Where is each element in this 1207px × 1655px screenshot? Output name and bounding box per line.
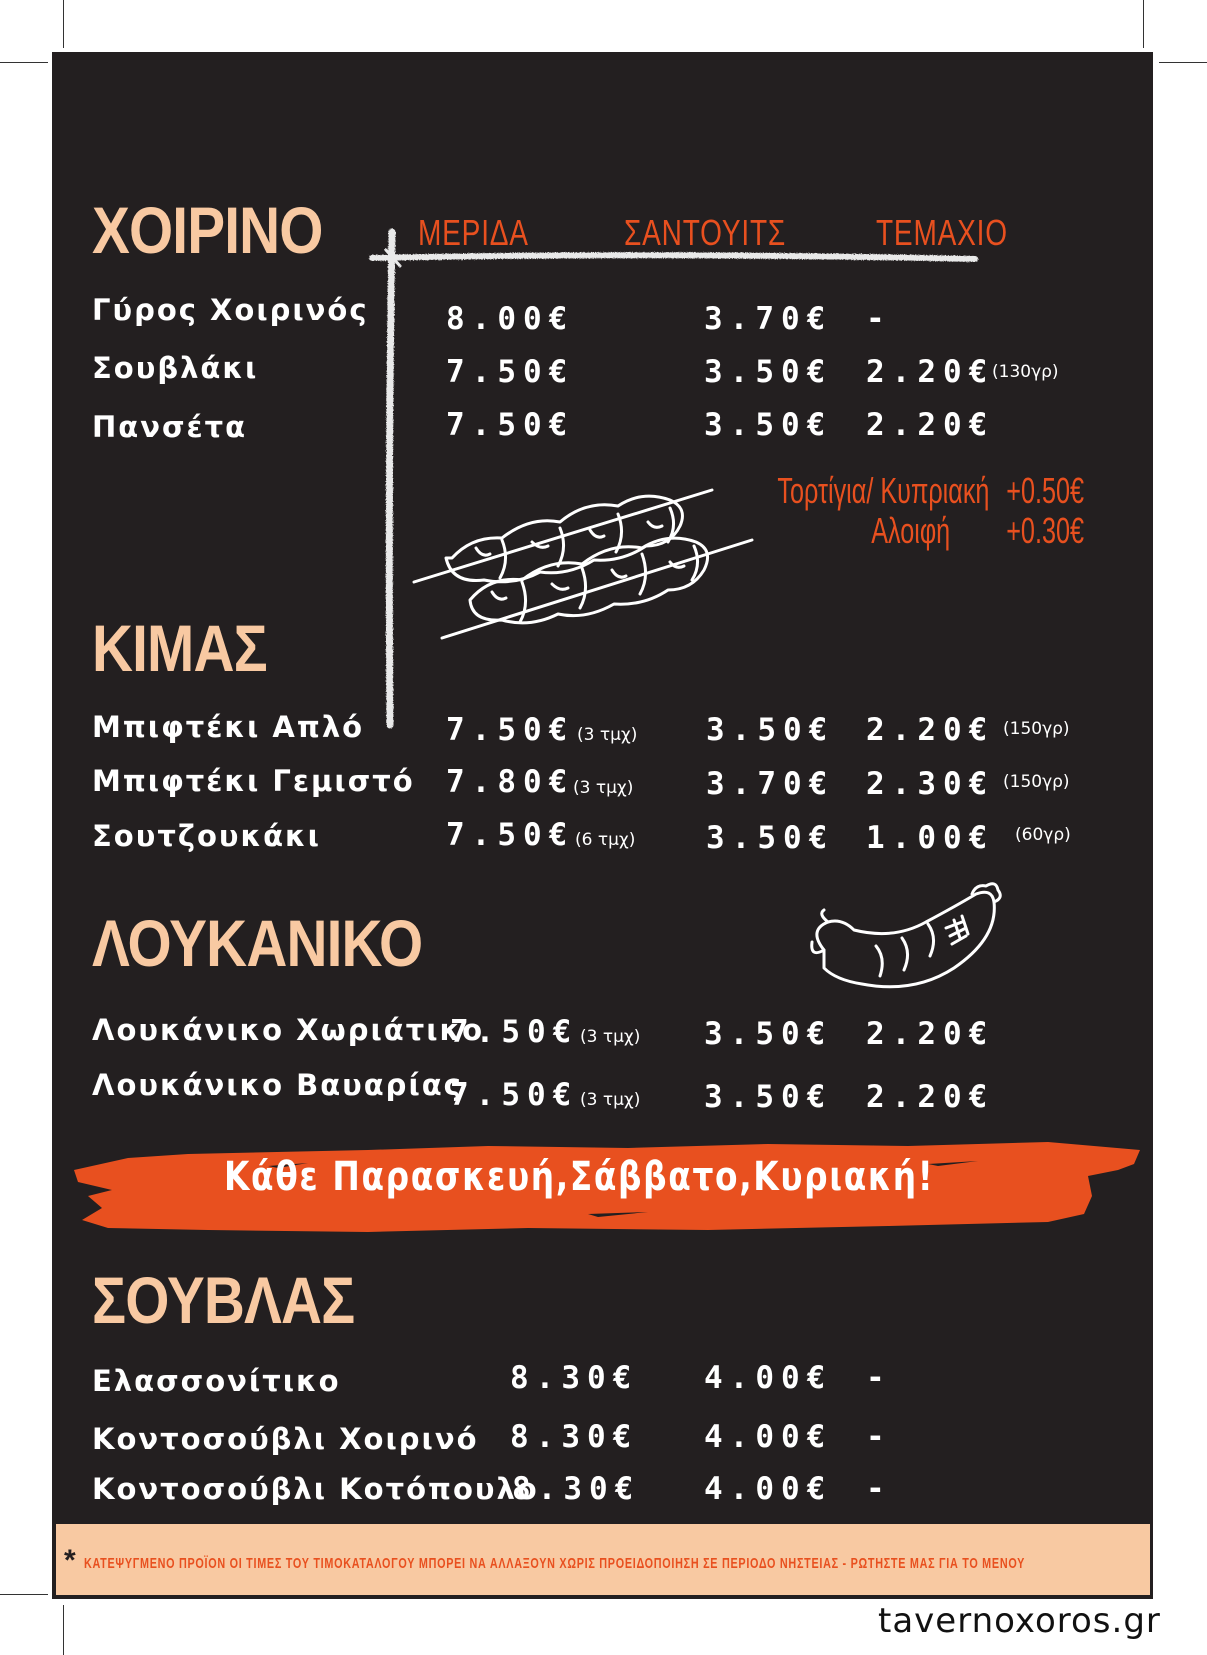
- price-portion: 7.50€: [446, 354, 575, 390]
- footer-asterisk: *: [64, 1544, 76, 1577]
- price-piece: -: [866, 1471, 892, 1507]
- price-portion: 8.30€: [512, 1471, 641, 1507]
- section-title-loukaniko: ΛΟΥΚΑΝΙΚΟ: [92, 906, 423, 980]
- price-piece: 2.20€: [866, 407, 995, 443]
- quantity-note: (3 τμχ): [573, 778, 634, 798]
- menu-item-name: Ελασσονίτικο: [92, 1364, 341, 1398]
- extra-price: +0.50€: [1006, 470, 1084, 511]
- price-portion: 7.50€: [446, 712, 575, 748]
- quantity-note: (3 τμχ): [577, 725, 638, 745]
- extra-name: Αλοιφή: [871, 510, 951, 551]
- sausage-icon: [806, 880, 1006, 998]
- menu-item-name: Πανσέτα: [92, 410, 248, 444]
- column-header-piece: ΤΕΜΑΧΙΟ: [876, 212, 1008, 253]
- price-piece: 2.30€: [866, 766, 995, 802]
- price-sandwich: 3.50€: [704, 1079, 833, 1115]
- weight-note: (60γρ): [1015, 825, 1071, 845]
- weight-note: (130γρ): [992, 362, 1059, 382]
- menu-item-name: Σουτζουκάκι: [92, 819, 321, 853]
- price-piece: -: [866, 1419, 892, 1455]
- price-piece: -: [866, 1360, 892, 1396]
- extra-label: [871, 510, 1084, 552]
- menu-item-name: Γύρος Χοιρινός: [92, 293, 369, 327]
- price-portion: 7.50€: [446, 817, 575, 853]
- price-piece: 2.20€: [866, 712, 995, 748]
- menu-item-name: Κοντοσούβλι Κοτόπουλο: [92, 1472, 539, 1506]
- weight-note: (150γρ): [1003, 719, 1070, 739]
- quantity-note: (3 τμχ): [580, 1027, 641, 1047]
- menu-item-name: Μπιφτέκι Γεμιστό: [92, 764, 415, 798]
- extra-label: [777, 470, 1084, 512]
- column-header-sandwich: ΣΑΝΤΟΥΙΤΣ: [624, 212, 787, 253]
- site-watermark: tavernoxoros.gr: [878, 1601, 1161, 1641]
- price-sandwich: 4.00€: [704, 1419, 833, 1455]
- price-portion: 7.50€: [450, 1014, 579, 1050]
- footer-text: ΚΑΤΕΨΥΓΜΕΝΟ ΠΡΟΪΟΝ ΟΙ ΤΙΜΕΣ ΤΟΥ ΤΙΜΟΚΑΤΑΛΟΓΟΥ ΜΠΟΡΕΙ ΝΑ ΑΛΛΑΞΟΥΝ ΧΩΡΙΣ ΠΡΟΕΙΔΟΠΟΙΗΣΗ ΣΕ ΠΕΡΙΟΔΟ ΝΗΣΤΕΙΑΣ - ΡΩΤΗΣΤΕ ΜΑΣ ΓΙΑ ΤΟ ΜΕΝΟΥ: [84, 1555, 1026, 1572]
- price-sandwich: 3.50€: [704, 1016, 833, 1052]
- price-portion: 7.50€: [446, 407, 575, 443]
- price-portion: 7.50€: [450, 1077, 579, 1113]
- price-sandwich: 4.00€: [704, 1360, 833, 1396]
- price-sandwich: 3.70€: [706, 766, 835, 802]
- price-sandwich: 3.50€: [706, 712, 835, 748]
- banner-text: Κάθε Παρασκευή,Σάββατο,Κυριακή!: [224, 1154, 935, 1200]
- price-piece: 2.20€: [866, 354, 995, 390]
- menu-item-name: Μπιφτέκι Απλό: [92, 710, 365, 744]
- price-sandwich: 3.50€: [706, 820, 835, 856]
- menu-item-name: Λουκάνικο Βαυαρίας: [92, 1068, 463, 1102]
- price-sandwich: 4.00€: [704, 1471, 833, 1507]
- price-portion: 8.30€: [510, 1360, 639, 1396]
- weight-note: (150γρ): [1003, 772, 1070, 792]
- extra-name: Τορτίγια/ Κυπριακή: [777, 470, 990, 511]
- quantity-note: (6 τμχ): [575, 830, 636, 850]
- price-piece: 2.20€: [866, 1016, 995, 1052]
- price-sandwich: 3.50€: [704, 354, 833, 390]
- menu-item-name: Σουβλάκι: [92, 351, 259, 385]
- price-portion: 8.30€: [510, 1419, 639, 1455]
- price-piece: -: [866, 301, 892, 337]
- price-sandwich: 3.70€: [704, 301, 833, 337]
- price-portion: 8.00€: [446, 301, 575, 337]
- souvlaki-skewers-icon: [412, 488, 757, 668]
- column-header-portion: ΜΕΡΙΔΑ: [418, 212, 529, 253]
- price-portion: 7.80€: [446, 764, 575, 800]
- extra-price: +0.30€: [1006, 510, 1084, 551]
- price-piece: 1.00€: [866, 820, 995, 856]
- section-title-pork: ΧΟΙΡΙΝΟ: [92, 193, 323, 267]
- section-title-souvlas: ΣΟΥΒΛΑΣ: [92, 1263, 355, 1337]
- menu-item-name: Λουκάνικο Χωριάτικο: [92, 1013, 485, 1047]
- quantity-note: (3 τμχ): [580, 1090, 641, 1110]
- price-piece: 2.20€: [866, 1079, 995, 1115]
- footer-disclaimer: [56, 1524, 1150, 1595]
- menu-item-name: Κοντοσούβλι Χοιρινό: [92, 1422, 479, 1456]
- section-title-kimas: ΚΙΜΑΣ: [92, 611, 267, 685]
- price-sandwich: 3.50€: [704, 407, 833, 443]
